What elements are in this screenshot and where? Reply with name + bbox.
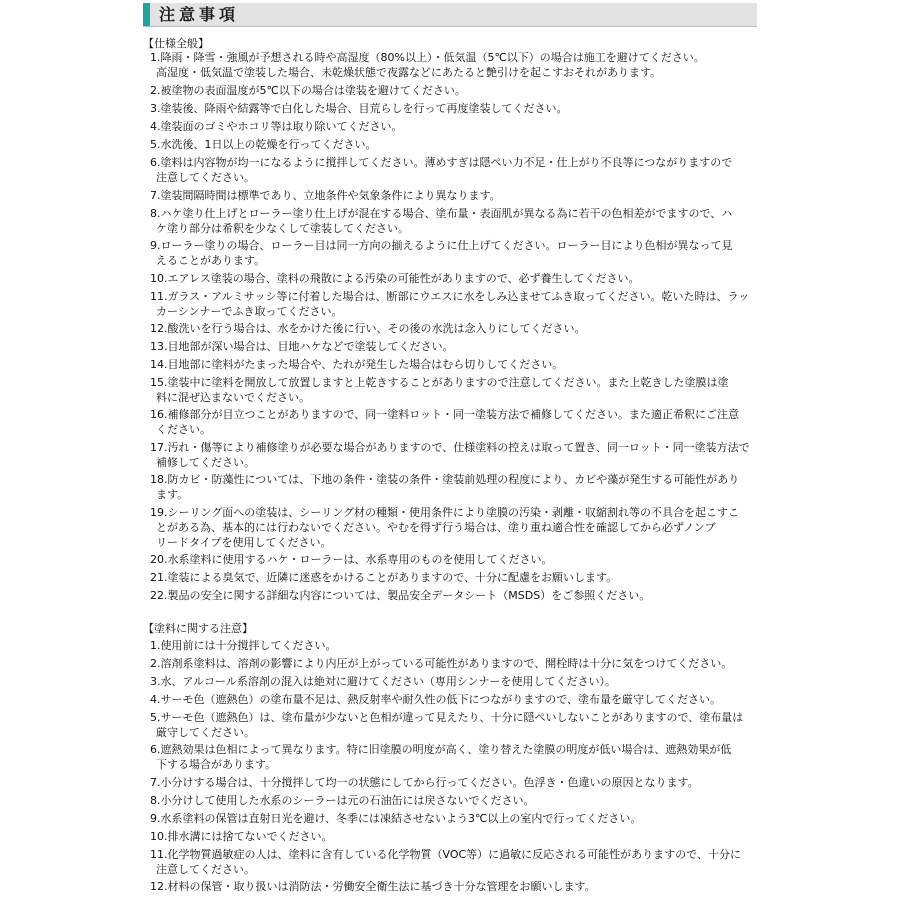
list-item: 5.サーモ色（遮熱色）は、塗布量が少ないと色相が違って見えたり、十分に隠ぺいしないことがありますので、塗布量は 厳守してください。	[150, 711, 744, 739]
title-bar	[143, 3, 757, 27]
list-item: 2.被塗物の表面温度が5℃以下の場合は塗装を避けてください。	[150, 84, 466, 97]
list-item: 17.汚れ・傷等により補修塗りが必要な場合がありますので、仕様塗料の控えは取って置き、同一ロット・同一塗装方法で 補修してください。	[150, 441, 750, 469]
list-item: 18.防カビ・防藻性については、下地の条件・塗装の条件・塗装前処理の程度により、カビや藻が発生する可能性があり ます。	[150, 473, 740, 501]
title-accent-bar	[143, 3, 150, 26]
list-item: 1.使用前には十分撹拌してください。	[150, 639, 337, 652]
section-heading-paint: 【塗料に関する注意】	[143, 622, 253, 635]
list-item: 10.排水溝には捨てないでください。	[150, 830, 333, 843]
list-item: 7.塗装間隔時間は標準であり、立地条件や気象条件により異なります。	[150, 189, 501, 202]
list-item: 3.塗装後、降雨や結露等で白化した場合、目荒らしを行って再度塗装してください。	[150, 102, 568, 115]
list-item: 6.遮熱効果は色相によって異なります。特に旧塗膜の明度が高く、塗り替えた塗膜の明度が低い場合は、遮熱効果が低 下する場合があります。	[150, 743, 732, 771]
list-item: 22.製品の安全に関する詳細な内容については、製品安全データシート（MSDS）をご参照ください。	[150, 589, 651, 602]
list-item: 11.化学物質過敏症の人は、塗料に含有している化学物質（VOC等）に過敏に反応される可能性がありますので、十分に 注意してください。	[150, 848, 741, 876]
list-item: 15.塗装中に塗料を開放して放置しますと上乾きすることがありますので注意してください。また上乾きした塗膜は塗 料に混ぜ込まないでください。	[150, 376, 729, 404]
list-item: 5.水洗後、1日以上の乾燥を行ってください。	[150, 138, 377, 151]
list-item: 9.ローラー塗りの場合、ローラー目は同一方向の揃えるように仕上げてください。ローラー目により色相が異なって見 えることがあります。	[150, 239, 733, 267]
list-item: 2.溶剤系塗料は、溶剤の影響により内圧が上がっている可能性がありますので、開栓時は十分に気をつけてください。	[150, 657, 733, 670]
list-item: 12.材料の保管・取り扱いは消防法・労働安全衛生法に基づき十分な管理をお願いします。	[150, 880, 596, 893]
list-item: 14.目地部に塗料がたまった場合や、たれが発生した場合はむら切りしてください。	[150, 358, 564, 371]
list-item: 3.水、アルコール系溶剤の混入は絶対に避けてください（専用シンナーを使用してください）。	[150, 675, 617, 688]
list-item: 9.水系塗料の保管は直射日光を避け、冬季には凍結させないよう3℃以上の室内で行ってください。	[150, 812, 642, 825]
list-item: 4.塗装面のゴミやホコリ等は取り除いてください。	[150, 120, 403, 133]
list-item: 7.小分けする場合は、十分撹拌して均一の状態にしてから行ってください。色浮き・色違いの原因となります。	[150, 776, 699, 789]
list-item: 16.補修部分が目立つことがありますので、同一塗料ロット・同一塗装方法で補修してください。また適正希釈にご注意 ください。	[150, 408, 740, 436]
list-item: 10.エアレス塗装の場合、塗料の飛散による汚染の可能性がありますので、必ず養生してください。	[150, 272, 640, 285]
list-item: 8.小分けして使用した水系のシーラーは元の石油缶には戻さないでください。	[150, 794, 535, 807]
list-item: 12.酸洗いを行う場合は、水をかけた後に行い、その後の水洗は念入りにしてください。	[150, 322, 586, 335]
list-item: 21.塗装による臭気で、近隣に迷惑をかけることがありますので、十分に配慮をお願いします。	[150, 571, 618, 584]
list-item: 8.ハケ塗り仕上げとローラー塗り仕上げが混在する場合、塗布量・表面肌が異なる為に若干の色相差がでますので、ハ ケ塗り部分は希釈を少なくして塗装してください。	[150, 207, 733, 235]
list-item: 6.塗料は内容物が均一になるように撹拌してください。薄めすぎは隠ぺい力不足・仕上がり不良等につながりますので 注意してください。	[150, 156, 733, 184]
list-item: 19.シーリング面への塗装は、シーリング材の種類・使用条件により塗膜の汚染・剥離・収縮割れ等の不具合を起こすこ とがある為、基本的には行わないでください。やむを得ず行う場合は、塗り重ね適合性を確認してから必ずノンブ リードタイプを使用してください。	[150, 506, 740, 549]
list-item: 13.目地部が深い場合は、目地ハケなどで塗装してください。	[150, 340, 454, 353]
list-item: 4.サーモ色（遮熱色）の塗布量不足は、熱反射率や耐久性の低下につながりますので、塗布量を厳守してください。	[150, 693, 722, 706]
list-item: 20.水系塗料に使用するハケ・ローラーは、水系専用のものを使用してください。	[150, 553, 553, 566]
list-item: 1.降雨・降雪・強風が予想される時や高湿度（80%以上）・低気温（5℃以下）の場合は施工を避けてください。 高湿度・低気温で塗装した場合、未乾燥状態で夜露などにあたると艶引けを起こすおそれがあります。	[150, 51, 705, 79]
page-title: 注意事項	[159, 5, 240, 24]
list-item: 11.ガラス・アルミサッシ等に付着した場合は、断部にウエスに水をしみ込ませてふき取ってください。乾いた時は、ラッ カーシンナーでふき取ってください。	[150, 290, 750, 318]
section-heading-general: 【仕様全般】	[143, 37, 209, 50]
